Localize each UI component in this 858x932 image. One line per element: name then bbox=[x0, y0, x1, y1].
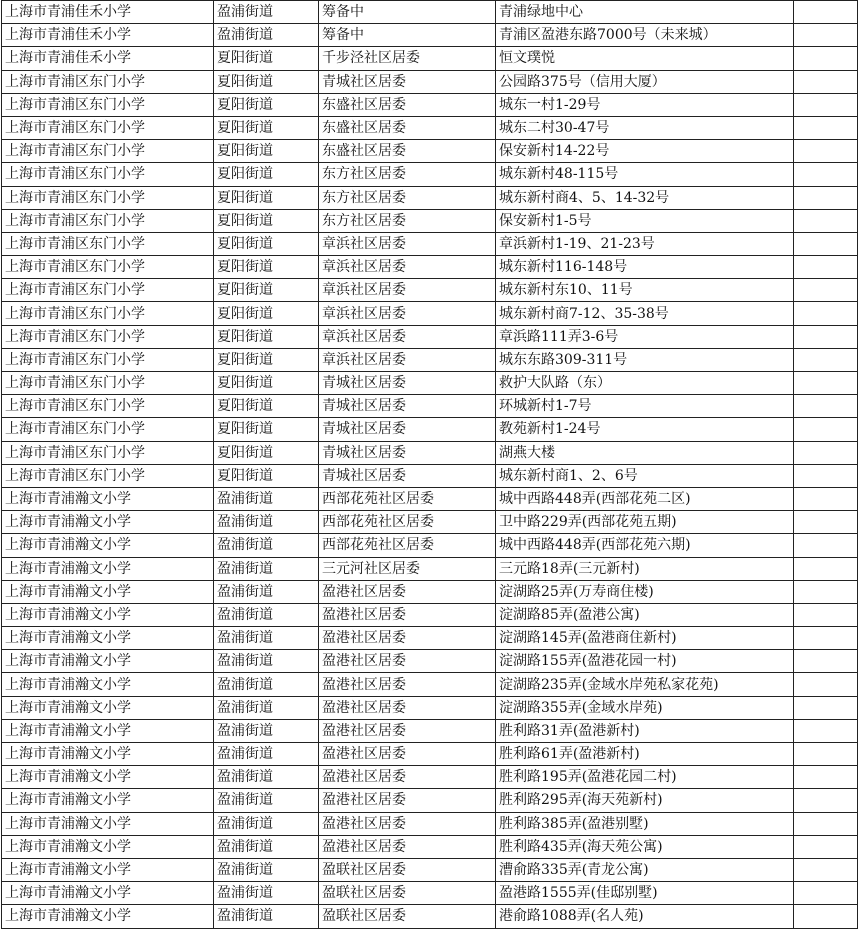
table-row bbox=[2, 232, 858, 255]
note-cell[interactable] bbox=[794, 766, 858, 789]
table-row bbox=[2, 209, 858, 232]
address-cell[interactable]: 淀湖路85弄(盈港公寓) bbox=[496, 603, 794, 626]
address-cell[interactable]: 淀湖路25弄(万寿商住楼) bbox=[496, 580, 794, 603]
note-cell[interactable] bbox=[794, 557, 858, 580]
table-row bbox=[2, 905, 858, 928]
committee-cell[interactable]: 章浜社区居委 bbox=[319, 279, 496, 302]
committee-cell[interactable]: 青城社区居委 bbox=[319, 372, 496, 395]
note-cell[interactable] bbox=[794, 627, 858, 650]
note-cell[interactable] bbox=[794, 47, 858, 70]
committee-cell[interactable]: 盈港社区居委 bbox=[319, 766, 496, 789]
street-cell[interactable]: 盈浦街道 bbox=[214, 743, 319, 766]
table-row bbox=[2, 627, 858, 650]
note-cell[interactable] bbox=[794, 905, 858, 928]
note-cell[interactable] bbox=[794, 464, 858, 487]
committee-cell[interactable]: 盈联社区居委 bbox=[319, 882, 496, 905]
table-row bbox=[2, 348, 858, 371]
note-cell[interactable] bbox=[794, 882, 858, 905]
street-cell[interactable]: 盈浦街道 bbox=[214, 766, 319, 789]
table-row bbox=[2, 325, 858, 348]
note-cell[interactable] bbox=[794, 116, 858, 139]
school-cell[interactable]: 上海市青浦瀚文小学 bbox=[2, 696, 214, 719]
address-cell[interactable]: 城东新村商4、5、14-32号 bbox=[496, 186, 794, 209]
note-cell[interactable] bbox=[794, 858, 858, 881]
note-cell[interactable] bbox=[794, 743, 858, 766]
table-row bbox=[2, 1, 858, 24]
note-cell[interactable] bbox=[794, 719, 858, 742]
table-row bbox=[2, 812, 858, 835]
committee-cell[interactable]: 三元河社区居委 bbox=[319, 557, 496, 580]
address-cell[interactable]: 城东新村48-115号 bbox=[496, 163, 794, 186]
address-cell[interactable]: 淀湖路155弄(盈港花园一村) bbox=[496, 650, 794, 673]
school-cell[interactable]: 上海市青浦区东门小学 bbox=[2, 464, 214, 487]
committee-cell[interactable]: 盈港社区居委 bbox=[319, 835, 496, 858]
committee-cell[interactable]: 东方社区居委 bbox=[319, 186, 496, 209]
table-row bbox=[2, 580, 858, 603]
note-cell[interactable] bbox=[794, 163, 858, 186]
note-cell[interactable] bbox=[794, 580, 858, 603]
street-cell[interactable]: 夏阳街道 bbox=[214, 116, 319, 139]
address-cell[interactable]: 胜利路295弄(海天苑新村) bbox=[496, 789, 794, 812]
address-cell[interactable]: 城东东路309-311号 bbox=[496, 348, 794, 371]
table-row bbox=[2, 534, 858, 557]
address-cell[interactable]: 港俞路1088弄(名人苑) bbox=[496, 905, 794, 928]
table-row bbox=[2, 372, 858, 395]
table-row bbox=[2, 186, 858, 209]
school-cell[interactable]: 上海市青浦区东门小学 bbox=[2, 441, 214, 464]
street-cell[interactable]: 夏阳街道 bbox=[214, 372, 319, 395]
school-cell[interactable]: 上海市青浦瀚文小学 bbox=[2, 627, 214, 650]
committee-cell[interactable]: 西部花苑社区居委 bbox=[319, 511, 496, 534]
table-row bbox=[2, 557, 858, 580]
committee-cell[interactable]: 章浜社区居委 bbox=[319, 256, 496, 279]
note-cell[interactable] bbox=[794, 209, 858, 232]
table-row bbox=[2, 835, 858, 858]
school-cell[interactable]: 上海市青浦区东门小学 bbox=[2, 279, 214, 302]
note-cell[interactable] bbox=[794, 441, 858, 464]
address-cell[interactable]: 城东新村东10、11号 bbox=[496, 279, 794, 302]
school-cell[interactable]: 上海市青浦瀚文小学 bbox=[2, 835, 214, 858]
table-row bbox=[2, 24, 858, 47]
committee-cell[interactable]: 盈港社区居委 bbox=[319, 673, 496, 696]
table-row bbox=[2, 650, 858, 673]
address-cell[interactable]: 淀湖路355弄(金域水岸苑) bbox=[496, 696, 794, 719]
table-row bbox=[2, 70, 858, 93]
address-cell[interactable]: 救护大队路（东） bbox=[496, 372, 794, 395]
school-cell[interactable]: 上海市青浦佳禾小学 bbox=[2, 24, 214, 47]
note-cell[interactable] bbox=[794, 835, 858, 858]
school-cell[interactable]: 上海市青浦瀚文小学 bbox=[2, 673, 214, 696]
table-row bbox=[2, 858, 858, 881]
street-cell[interactable]: 盈浦街道 bbox=[214, 696, 319, 719]
street-cell[interactable]: 夏阳街道 bbox=[214, 186, 319, 209]
committee-cell[interactable]: 千步泾社区居委 bbox=[319, 47, 496, 70]
table-row bbox=[2, 163, 858, 186]
note-cell[interactable] bbox=[794, 418, 858, 441]
school-cell[interactable]: 上海市青浦区东门小学 bbox=[2, 302, 214, 325]
table-row bbox=[2, 93, 858, 116]
note-cell[interactable] bbox=[794, 696, 858, 719]
street-cell[interactable]: 夏阳街道 bbox=[214, 140, 319, 163]
address-cell[interactable]: 盈港路1555弄(佳邸别墅) bbox=[496, 882, 794, 905]
address-cell[interactable]: 胜利路61弄(盈港新村) bbox=[496, 743, 794, 766]
committee-cell[interactable]: 青城社区居委 bbox=[319, 464, 496, 487]
street-cell[interactable]: 盈浦街道 bbox=[214, 882, 319, 905]
school-cell[interactable]: 上海市青浦区东门小学 bbox=[2, 395, 214, 418]
street-cell[interactable]: 盈浦街道 bbox=[214, 24, 319, 47]
note-cell[interactable] bbox=[794, 395, 858, 418]
table-row bbox=[2, 696, 858, 719]
street-cell[interactable]: 盈浦街道 bbox=[214, 580, 319, 603]
address-cell[interactable]: 城东新村116-148号 bbox=[496, 256, 794, 279]
street-cell[interactable]: 盈浦街道 bbox=[214, 487, 319, 510]
address-cell[interactable]: 城东新村商1、2、6号 bbox=[496, 464, 794, 487]
note-cell[interactable] bbox=[794, 534, 858, 557]
street-cell[interactable]: 夏阳街道 bbox=[214, 302, 319, 325]
committee-cell[interactable]: 章浜社区居委 bbox=[319, 348, 496, 371]
school-cell[interactable]: 上海市青浦佳禾小学 bbox=[2, 1, 214, 24]
note-cell[interactable] bbox=[794, 232, 858, 255]
address-cell[interactable]: 城中西路448弄(西部花苑二区) bbox=[496, 487, 794, 510]
address-cell[interactable]: 城东一村1-29号 bbox=[496, 93, 794, 116]
table-row bbox=[2, 603, 858, 626]
school-cell[interactable]: 上海市青浦瀚文小学 bbox=[2, 858, 214, 881]
street-cell[interactable]: 夏阳街道 bbox=[214, 209, 319, 232]
note-cell[interactable] bbox=[794, 789, 858, 812]
school-cell[interactable]: 上海市青浦瀚文小学 bbox=[2, 580, 214, 603]
school-cell[interactable]: 上海市青浦瀚文小学 bbox=[2, 789, 214, 812]
committee-cell[interactable]: 盈港社区居委 bbox=[319, 789, 496, 812]
table-row bbox=[2, 256, 858, 279]
table-row bbox=[2, 395, 858, 418]
school-cell[interactable]: 上海市青浦区东门小学 bbox=[2, 325, 214, 348]
address-cell[interactable]: 青浦绿地中心 bbox=[496, 1, 794, 24]
address-cell[interactable]: 城中西路448弄(西部花苑六期) bbox=[496, 534, 794, 557]
table-row bbox=[2, 743, 858, 766]
address-cell[interactable]: 青浦区盈港东路7000号（未来城） bbox=[496, 24, 794, 47]
committee-cell[interactable]: 青城社区居委 bbox=[319, 441, 496, 464]
street-cell[interactable]: 盈浦街道 bbox=[214, 673, 319, 696]
street-cell[interactable]: 夏阳街道 bbox=[214, 464, 319, 487]
street-cell[interactable]: 盈浦街道 bbox=[214, 858, 319, 881]
school-cell[interactable]: 上海市青浦瀚文小学 bbox=[2, 882, 214, 905]
note-cell[interactable] bbox=[794, 348, 858, 371]
address-cell[interactable]: 保安新村14-22号 bbox=[496, 140, 794, 163]
address-cell[interactable]: 湖燕大楼 bbox=[496, 441, 794, 464]
street-cell[interactable]: 盈浦街道 bbox=[214, 511, 319, 534]
school-cell[interactable]: 上海市青浦区东门小学 bbox=[2, 256, 214, 279]
table-row bbox=[2, 47, 858, 70]
school-cell[interactable]: 上海市青浦瀚文小学 bbox=[2, 719, 214, 742]
note-cell[interactable] bbox=[794, 673, 858, 696]
school-cell[interactable]: 上海市青浦瀚文小学 bbox=[2, 487, 214, 510]
address-cell[interactable]: 公园路375号（信用大厦） bbox=[496, 70, 794, 93]
street-cell[interactable]: 盈浦街道 bbox=[214, 650, 319, 673]
address-cell[interactable]: 章浜路111弄3-6号 bbox=[496, 325, 794, 348]
street-cell[interactable]: 盈浦街道 bbox=[214, 905, 319, 928]
table-row bbox=[2, 511, 858, 534]
street-cell[interactable]: 盈浦街道 bbox=[214, 835, 319, 858]
address-cell[interactable]: 章浜新村1-19、21-23号 bbox=[496, 232, 794, 255]
street-cell[interactable]: 盈浦街道 bbox=[214, 719, 319, 742]
street-cell[interactable]: 盈浦街道 bbox=[214, 627, 319, 650]
address-cell[interactable]: 胜利路435弄(海天苑公寓) bbox=[496, 835, 794, 858]
note-cell[interactable] bbox=[794, 650, 858, 673]
street-cell[interactable]: 盈浦街道 bbox=[214, 534, 319, 557]
address-cell[interactable]: 环城新村1-7号 bbox=[496, 395, 794, 418]
table-row bbox=[2, 719, 858, 742]
note-cell[interactable] bbox=[794, 812, 858, 835]
school-cell[interactable]: 上海市青浦瀚文小学 bbox=[2, 534, 214, 557]
committee-cell[interactable]: 盈港社区居委 bbox=[319, 627, 496, 650]
school-cell[interactable]: 上海市青浦区东门小学 bbox=[2, 93, 214, 116]
school-cell[interactable]: 上海市青浦区东门小学 bbox=[2, 232, 214, 255]
school-cell[interactable]: 上海市青浦瀚文小学 bbox=[2, 650, 214, 673]
school-cell[interactable]: 上海市青浦瀚文小学 bbox=[2, 812, 214, 835]
committee-cell[interactable]: 东盛社区居委 bbox=[319, 140, 496, 163]
note-cell[interactable] bbox=[794, 140, 858, 163]
school-cell[interactable]: 上海市青浦瀚文小学 bbox=[2, 905, 214, 928]
school-cell[interactable]: 上海市青浦区东门小学 bbox=[2, 348, 214, 371]
committee-cell[interactable]: 盈港社区居委 bbox=[319, 743, 496, 766]
committee-cell[interactable]: 盈港社区居委 bbox=[319, 580, 496, 603]
committee-cell[interactable]: 青城社区居委 bbox=[319, 395, 496, 418]
street-cell[interactable]: 夏阳街道 bbox=[214, 441, 319, 464]
table-row bbox=[2, 789, 858, 812]
table-row bbox=[2, 766, 858, 789]
address-cell[interactable]: 教苑新村1-24号 bbox=[496, 418, 794, 441]
school-cell[interactable]: 上海市青浦区东门小学 bbox=[2, 116, 214, 139]
street-cell[interactable]: 夏阳街道 bbox=[214, 256, 319, 279]
committee-cell[interactable]: 章浜社区居委 bbox=[319, 325, 496, 348]
street-cell[interactable]: 夏阳街道 bbox=[214, 279, 319, 302]
committee-cell[interactable]: 青城社区居委 bbox=[319, 418, 496, 441]
committee-cell[interactable]: 盈港社区居委 bbox=[319, 812, 496, 835]
address-cell[interactable]: 胜利路385弄(盈港别墅) bbox=[496, 812, 794, 835]
street-cell[interactable]: 夏阳街道 bbox=[214, 325, 319, 348]
address-cell[interactable]: 三元路18弄(三元新村) bbox=[496, 557, 794, 580]
street-cell[interactable]: 盈浦街道 bbox=[214, 789, 319, 812]
committee-cell[interactable]: 东盛社区居委 bbox=[319, 93, 496, 116]
street-cell[interactable]: 盈浦街道 bbox=[214, 1, 319, 24]
committee-cell[interactable]: 盈港社区居委 bbox=[319, 603, 496, 626]
table-row bbox=[2, 116, 858, 139]
committee-cell[interactable]: 西部花苑社区居委 bbox=[319, 534, 496, 557]
table-row bbox=[2, 464, 858, 487]
street-cell[interactable]: 夏阳街道 bbox=[214, 395, 319, 418]
committee-cell[interactable]: 盈联社区居委 bbox=[319, 858, 496, 881]
table-row bbox=[2, 418, 858, 441]
committee-cell[interactable]: 筹备中 bbox=[319, 1, 496, 24]
school-cell[interactable]: 上海市青浦瀚文小学 bbox=[2, 603, 214, 626]
table-row bbox=[2, 441, 858, 464]
committee-cell[interactable]: 章浜社区居委 bbox=[319, 232, 496, 255]
street-cell[interactable]: 夏阳街道 bbox=[214, 163, 319, 186]
committee-cell[interactable]: 东方社区居委 bbox=[319, 163, 496, 186]
school-cell[interactable]: 上海市青浦区东门小学 bbox=[2, 163, 214, 186]
table-row bbox=[2, 302, 858, 325]
school-cell[interactable]: 上海市青浦瀚文小学 bbox=[2, 766, 214, 789]
committee-cell[interactable]: 筹备中 bbox=[319, 24, 496, 47]
committee-cell[interactable]: 盈联社区居委 bbox=[319, 905, 496, 928]
table-row bbox=[2, 140, 858, 163]
committee-cell[interactable]: 盈港社区居委 bbox=[319, 719, 496, 742]
street-cell[interactable]: 夏阳街道 bbox=[214, 93, 319, 116]
note-cell[interactable] bbox=[794, 70, 858, 93]
street-cell[interactable]: 夏阳街道 bbox=[214, 418, 319, 441]
street-cell[interactable]: 夏阳街道 bbox=[214, 47, 319, 70]
address-cell[interactable]: 淀湖路235弄(金域水岸苑私家花苑) bbox=[496, 673, 794, 696]
note-cell[interactable] bbox=[794, 511, 858, 534]
note-cell[interactable] bbox=[794, 325, 858, 348]
school-cell[interactable]: 上海市青浦区东门小学 bbox=[2, 372, 214, 395]
note-cell[interactable] bbox=[794, 256, 858, 279]
street-cell[interactable]: 盈浦街道 bbox=[214, 557, 319, 580]
note-cell[interactable] bbox=[794, 24, 858, 47]
school-cell[interactable]: 上海市青浦区东门小学 bbox=[2, 418, 214, 441]
note-cell[interactable] bbox=[794, 93, 858, 116]
school-district-table bbox=[1, 0, 858, 929]
note-cell[interactable] bbox=[794, 372, 858, 395]
note-cell[interactable] bbox=[794, 186, 858, 209]
address-cell[interactable]: 城东新村商7-12、35-38号 bbox=[496, 302, 794, 325]
committee-cell[interactable]: 东方社区居委 bbox=[319, 209, 496, 232]
address-cell[interactable]: 卫中路229弄(西部花苑五期) bbox=[496, 511, 794, 534]
table-row bbox=[2, 673, 858, 696]
address-cell[interactable]: 胜利路195弄(盈港花园二村) bbox=[496, 766, 794, 789]
committee-cell[interactable]: 盈港社区居委 bbox=[319, 650, 496, 673]
school-cell[interactable]: 上海市青浦区东门小学 bbox=[2, 186, 214, 209]
school-cell[interactable]: 上海市青浦区东门小学 bbox=[2, 209, 214, 232]
school-cell[interactable]: 上海市青浦区东门小学 bbox=[2, 70, 214, 93]
committee-cell[interactable]: 东盛社区居委 bbox=[319, 116, 496, 139]
committee-cell[interactable]: 章浜社区居委 bbox=[319, 302, 496, 325]
school-cell[interactable]: 上海市青浦瀚文小学 bbox=[2, 743, 214, 766]
school-cell[interactable]: 上海市青浦瀚文小学 bbox=[2, 511, 214, 534]
street-cell[interactable]: 夏阳街道 bbox=[214, 70, 319, 93]
address-cell[interactable]: 保安新村1-5号 bbox=[496, 209, 794, 232]
table-row bbox=[2, 487, 858, 510]
table-body bbox=[2, 1, 858, 929]
note-cell[interactable] bbox=[794, 603, 858, 626]
street-cell[interactable]: 盈浦街道 bbox=[214, 812, 319, 835]
table-row bbox=[2, 882, 858, 905]
committee-cell[interactable]: 西部花苑社区居委 bbox=[319, 487, 496, 510]
street-cell[interactable]: 盈浦街道 bbox=[214, 603, 319, 626]
note-cell[interactable] bbox=[794, 1, 858, 24]
school-cell[interactable]: 上海市青浦区东门小学 bbox=[2, 140, 214, 163]
school-cell[interactable]: 上海市青浦瀚文小学 bbox=[2, 557, 214, 580]
committee-cell[interactable]: 青城社区居委 bbox=[319, 70, 496, 93]
note-cell[interactable] bbox=[794, 302, 858, 325]
address-cell[interactable]: 城东二村30-47号 bbox=[496, 116, 794, 139]
address-cell[interactable]: 漕俞路335弄(青龙公寓) bbox=[496, 858, 794, 881]
note-cell[interactable] bbox=[794, 487, 858, 510]
school-cell[interactable]: 上海市青浦佳禾小学 bbox=[2, 47, 214, 70]
address-cell[interactable]: 胜利路31弄(盈港新村) bbox=[496, 719, 794, 742]
table-row bbox=[2, 279, 858, 302]
address-cell[interactable]: 淀湖路145弄(盈港商住新村) bbox=[496, 627, 794, 650]
note-cell[interactable] bbox=[794, 279, 858, 302]
committee-cell[interactable]: 盈港社区居委 bbox=[319, 696, 496, 719]
street-cell[interactable]: 夏阳街道 bbox=[214, 348, 319, 371]
address-cell[interactable]: 恒文璞悦 bbox=[496, 47, 794, 70]
street-cell[interactable]: 夏阳街道 bbox=[214, 232, 319, 255]
